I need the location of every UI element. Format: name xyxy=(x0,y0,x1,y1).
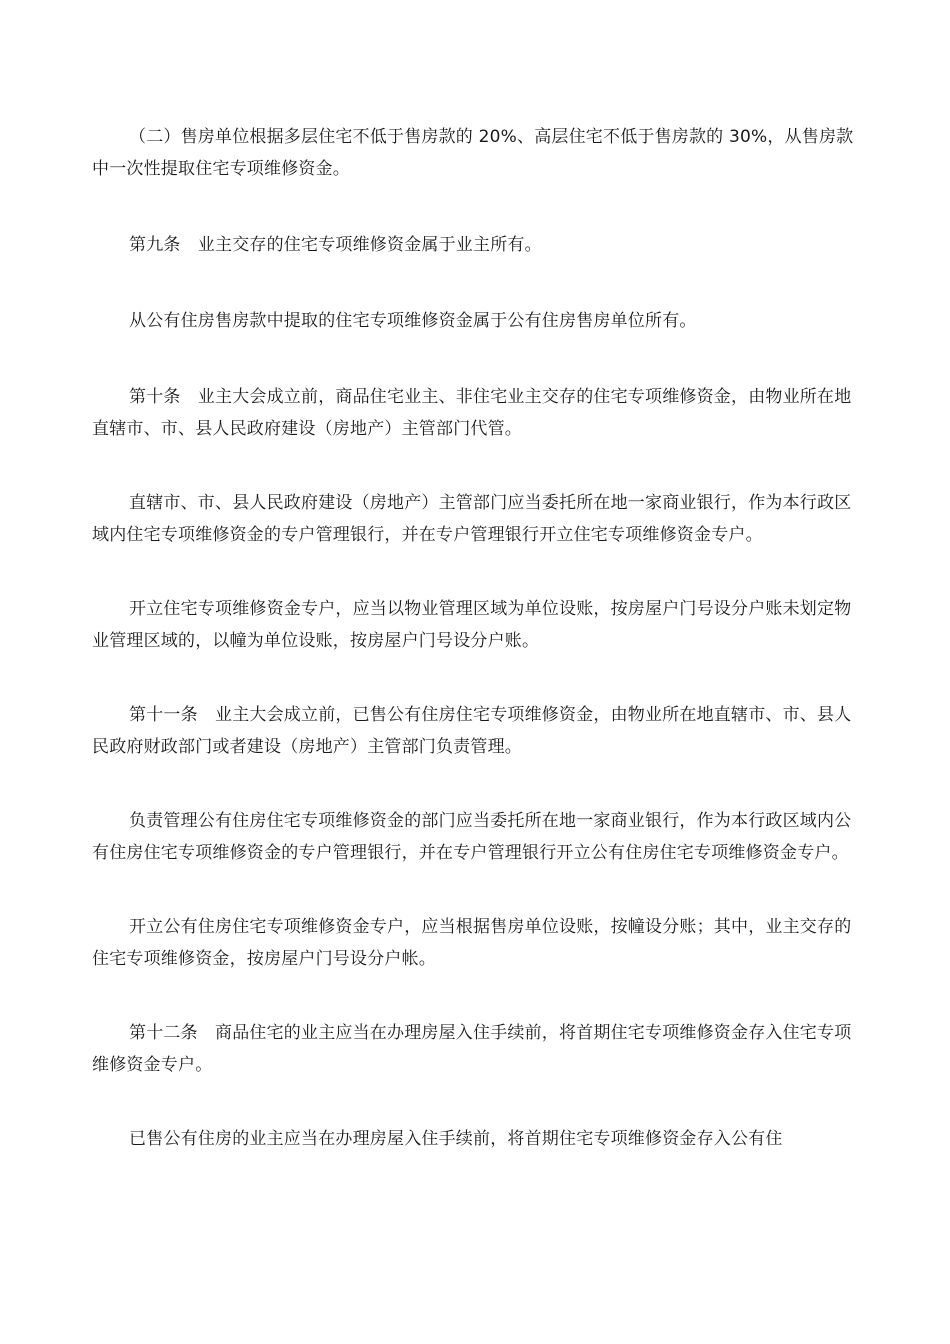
paragraph-account-setup: 开立住宅专项维修资金专户，应当以物业管理区域为单位设账，按房屋户门号设分户账未划定物业管理区域的，以幢为单位设账，按房屋户门号设分户账。 xyxy=(92,599,852,651)
paragraph-sale-unit-extraction: （二）售房单位根据多层住宅不低于售房款的 20%、高层住宅不低于售房款的 30%，从售房款中一次性提取住宅专项维修资金。 xyxy=(92,127,854,179)
paragraph-bank-entrustment: 直辖市、市、县人民政府建设（房地产）主管部门应当委托所在地一家商业银行，作为本行政区域内住宅专项维修资金的专户管理银行，并在专户管理银行开立住宅专项维修资金专户。 xyxy=(92,493,852,545)
paragraph-article-12: 第十二条 商品住宅的业主应当在办理房屋入住手续前，将首期住宅专项维修资金存入住宅专项维修资金专户。 xyxy=(92,1023,852,1075)
paragraph-public-housing-account-setup: 开立公有住房住宅专项维修资金专户，应当根据售房单位设账，按幢设分账；其中，业主交存的住宅专项维修资金，按房屋户门号设分户帐。 xyxy=(92,917,852,969)
document-body xyxy=(92,121,862,1155)
paragraph-article-10: 第十条 业主大会成立前，商品住宅业主、非住宅业主交存的住宅专项维修资金，由物业所在地直辖市、市、县人民政府建设（房地产）主管部门代管。 xyxy=(92,387,852,439)
paragraph-article-11: 第十一条 业主大会成立前，已售公有住房住宅专项维修资金，由物业所在地直辖市、市、县人民政府财政部门或者建设（房地产）主管部门负责管理。 xyxy=(92,705,852,757)
paragraph-public-housing-ownership: 从公有住房售房款中提取的住宅专项维修资金属于公有住房售房单位所有。 xyxy=(129,311,697,331)
paragraph-public-housing-deposit: 已售公有住房的业主应当在办理房屋入住手续前，将首期住宅专项维修资金存入公有住 xyxy=(129,1129,783,1149)
paragraph-article-9: 第九条 业主交存的住宅专项维修资金属于业主所有。 xyxy=(129,235,542,255)
paragraph-public-housing-bank: 负责管理公有住房住宅专项维修资金的部门应当委托所在地一家商业银行，作为本行政区域内公有住房住宅专项维修资金的专户管理银行，并在专户管理银行开立公有住房住宅专项维修资金专户。 xyxy=(92,811,852,863)
